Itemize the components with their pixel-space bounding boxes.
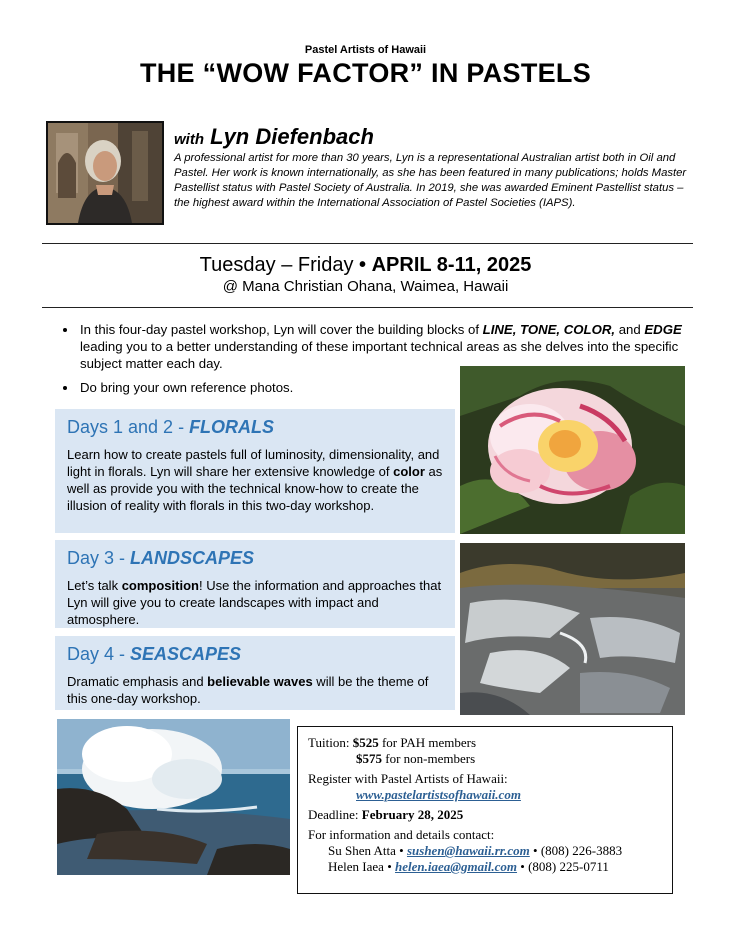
seascapes-title: SEASCAPES xyxy=(130,644,242,664)
seascapes-bold: believable waves xyxy=(207,674,313,689)
date-range: APRIL 8-11, 2025 xyxy=(371,254,532,276)
seascapes-text: Dramatic emphasis and xyxy=(67,674,208,689)
contact-email-link[interactable]: helen.iaea@gmail.com xyxy=(395,859,518,874)
contact-phone: (808) 225-0711 xyxy=(528,859,609,874)
florals-prefix: Days 1 and 2 - xyxy=(67,417,190,437)
seascapes-section xyxy=(55,636,455,710)
member-price-text: for PAH members xyxy=(378,735,477,750)
tuition-label: Tuition: xyxy=(308,735,350,750)
seascapes-text: will be the theme of this one-day workshop. xyxy=(67,674,429,706)
rose-painting xyxy=(460,366,685,534)
seascapes-prefix: Day 4 - xyxy=(67,644,131,664)
bullet-text: leading you to a better understanding of these important technical areas as she delves into the specific subject matter each day. xyxy=(80,339,679,371)
artist-heading xyxy=(174,124,374,150)
deadline-date: February 28, 2025 xyxy=(361,807,464,822)
landscapes-section xyxy=(55,540,455,628)
tuition-nonmember-line xyxy=(308,751,672,767)
bullet-emphasis: LINE, TONE, COLOR, xyxy=(482,322,616,337)
florals-text: Learn how to create pastels full of luminosity, dimensionality, and light in florals. Lyn will share her extensive knowledge of xyxy=(67,447,440,479)
nonmember-price-text: for non-members xyxy=(382,751,476,766)
florals-section xyxy=(55,409,455,533)
member-price: $525 xyxy=(352,735,379,750)
contact-phone: (808) 226-3883 xyxy=(540,843,623,858)
florals-title: FLORALS xyxy=(189,417,275,437)
workshop-dates xyxy=(0,254,731,277)
seascapes-description xyxy=(67,673,443,707)
deadline-label: Deadline: xyxy=(308,807,362,822)
divider-bottom xyxy=(42,307,693,308)
tuition-member-line xyxy=(308,735,672,751)
landscapes-title: LANDSCAPES xyxy=(130,548,255,568)
landscapes-bold: composition xyxy=(121,578,199,593)
nonmember-price: $575 xyxy=(356,751,382,766)
contact-name: Su Shen Atta xyxy=(328,843,396,858)
contact-intro: For information and details contact: xyxy=(308,827,495,842)
contact-separator: • xyxy=(520,859,525,874)
artist-bio: A professional artist for more than 30 years, Lyn is a representational Australian artist both in Oil and Pastel. Her work is known internationally, as she has been featured in many publications; holds Master Pastellist status with Pastel Society of Australia. In 2019, she was awarded Eminent Pastellist status – the highest award within the International Association of Pastel Societies (IAPS). xyxy=(174,152,687,209)
florals-bold: color xyxy=(393,464,425,479)
contact-email-link[interactable]: sushen@hawaii.rr.com xyxy=(406,843,530,858)
bullet-overview xyxy=(78,321,718,372)
weekday-range: Tuesday – Friday xyxy=(199,254,354,276)
with-word: with xyxy=(174,131,204,148)
florals-description xyxy=(67,446,443,514)
divider-top xyxy=(42,243,693,244)
contact-name: Helen Iaea xyxy=(328,859,384,874)
contact-separator: • xyxy=(533,843,538,858)
date-separator: • xyxy=(359,254,367,276)
landscapes-description xyxy=(67,577,443,628)
seascapes-heading xyxy=(67,644,443,665)
website-link[interactable]: www.pastelartistsofhawaii.com xyxy=(356,787,521,802)
landscapes-heading xyxy=(67,548,443,569)
organization-name: Pastel Artists of Hawaii xyxy=(304,44,427,56)
bullet-emphasis: EDGE xyxy=(644,322,682,337)
bullet-text: In this four-day pastel workshop, Lyn will cover the building blocks of xyxy=(80,322,483,337)
contact-row xyxy=(308,859,672,875)
contact-separator: • xyxy=(387,859,392,874)
bullet-text: and xyxy=(615,322,645,337)
landscapes-text: ! Use the information and approaches that Lyn will give you to create landscapes with impact and atmosphere. xyxy=(67,578,442,627)
florals-text: as well as provide you with the technical know-how to create the illusion of reality with florals in this two-day workshop. xyxy=(67,464,443,513)
river-landscape-painting xyxy=(460,543,685,715)
page-title: THE “WOW FACTOR” IN PASTELS xyxy=(139,58,592,88)
artist-name: Lyn Diefenbach xyxy=(210,124,374,149)
seascape-wave-painting xyxy=(57,719,290,875)
florals-heading xyxy=(67,417,443,438)
deadline-line xyxy=(308,807,672,823)
artist-portrait-photo xyxy=(46,121,164,225)
workshop-venue: @ Mana Christian Ohana, Waimea, Hawaii xyxy=(222,278,509,295)
bullet-reference-photos: • Do bring your own reference photos. xyxy=(78,379,718,396)
landscapes-text: Let’s talk xyxy=(67,578,122,593)
registration-info-box xyxy=(297,726,673,894)
contact-separator: • xyxy=(399,843,404,858)
register-text: Register with Pastel Artists of Hawaii: xyxy=(308,771,508,786)
contact-row xyxy=(308,843,672,859)
landscapes-prefix: Day 3 - xyxy=(67,548,131,568)
